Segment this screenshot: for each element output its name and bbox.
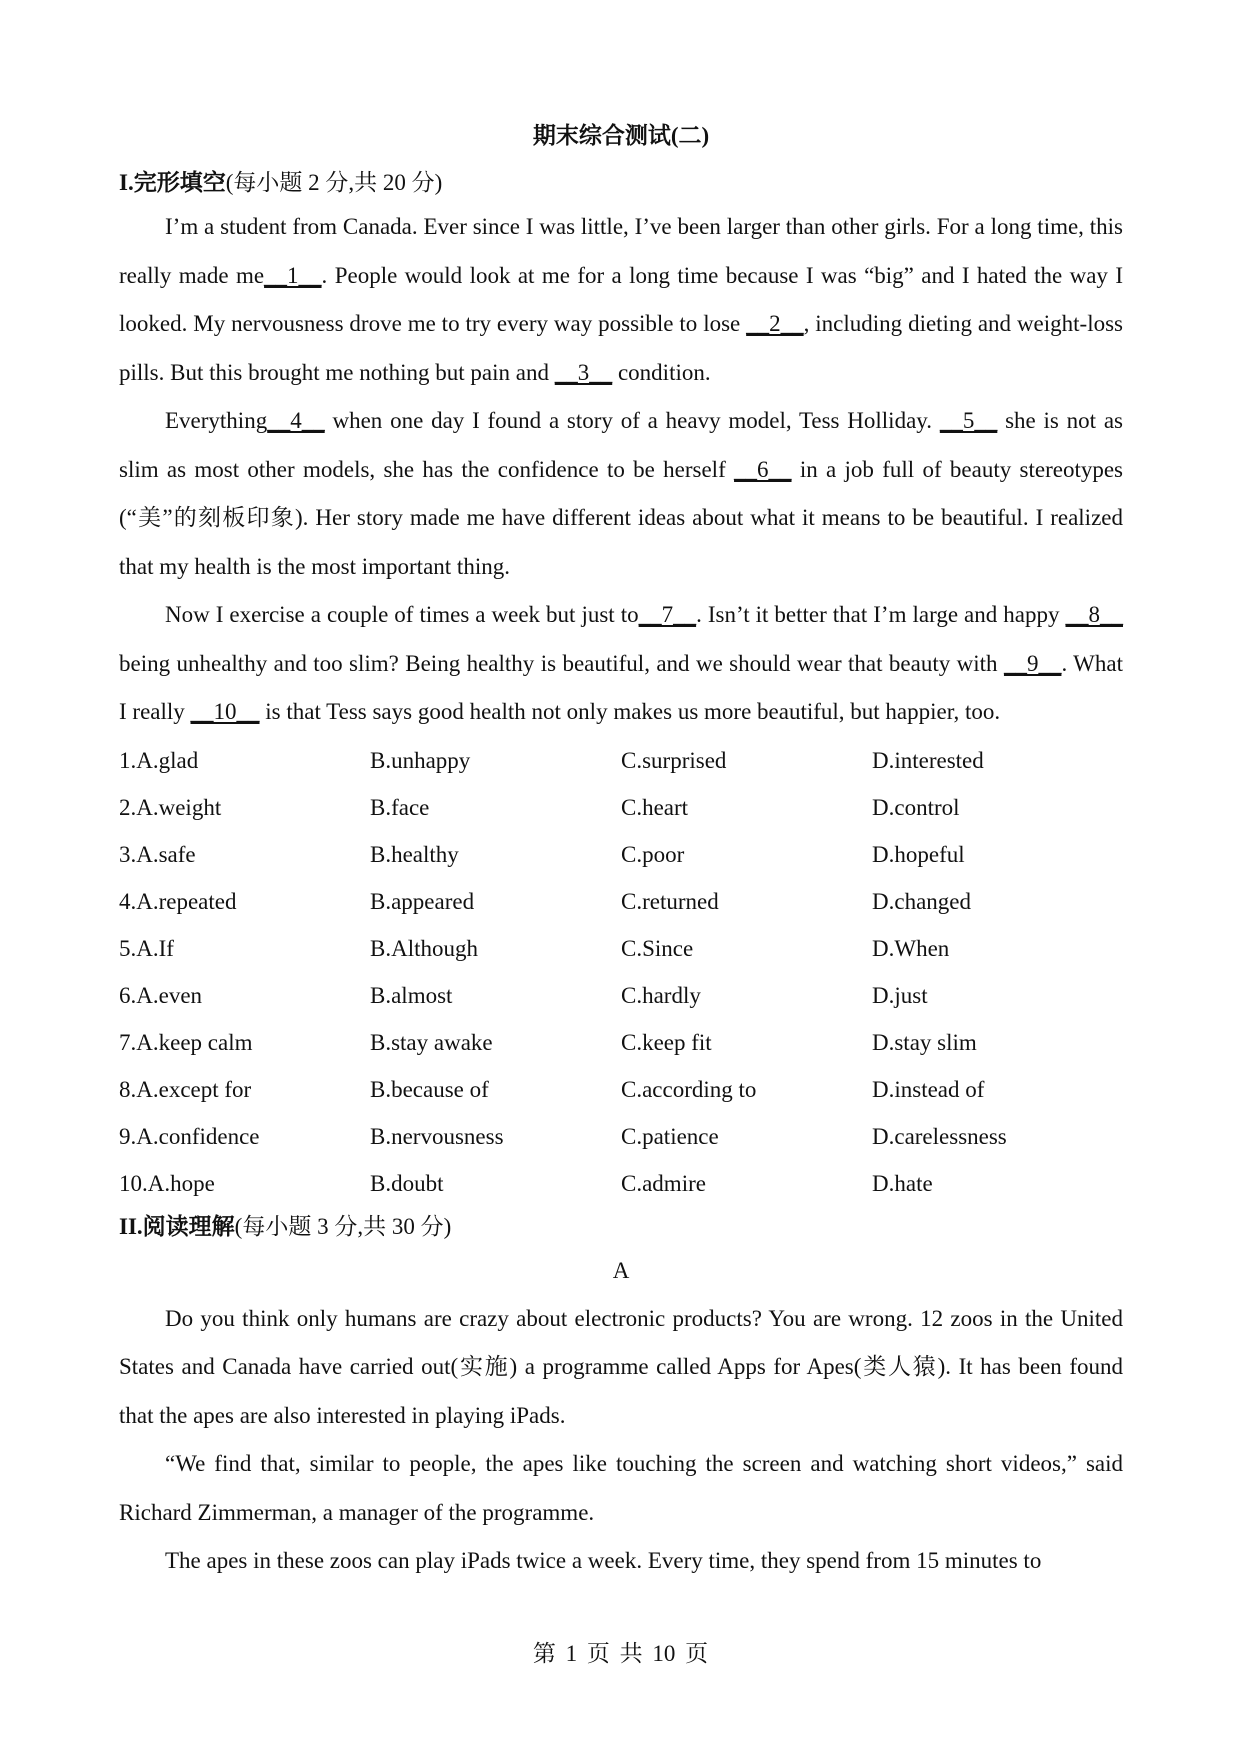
option-b: B.face [370,794,430,820]
option-d: D.interested [872,747,984,773]
cloze-text: she is not as slim as most other models, she has the confidence to be herself [119,408,1123,482]
answer-options [119,737,1123,1207]
option-row [119,1113,1123,1160]
cloze-paragraph-2 [119,397,1123,591]
cloze-text: is that Tess says good health not only makes us more beautiful, but happier, too. [259,699,1001,724]
passage-label: A [612,1257,630,1283]
cloze-text: in a job full of beauty stereotypes (“美”的刻板印象). Her story made me have different ideas about what it means to be beautiful. I realized that my health is the most important thing. [119,456,1123,579]
option-d: D.hopeful [872,841,965,867]
cloze-text: Now I exercise a couple of times a week but just to [165,602,639,627]
option-b: B.doubt [370,1170,444,1196]
cloze-blank-5: __5__ [939,408,998,433]
cloze-text: , including dieting and weight-loss pills. But this brought me nothing but pain and [119,311,1123,385]
option-b: B.Although [370,935,478,961]
option-c: C.keep fit [621,1029,712,1055]
cloze-text: being unhealthy and too slim? Being healthy is beautiful, and we should wear that beauty with [119,650,1004,676]
cloze-blank-4: __4__ [267,408,325,433]
option-c: C.returned [621,888,719,914]
page-title: 期末综合测试(二) [532,123,710,148]
cloze-text: . Isn’t it better that I’m large and happy [696,602,1066,627]
option-row [119,1066,1123,1113]
cloze-blank-10: __10__ [190,699,260,724]
option-c: C.surprised [621,747,727,773]
option-a: 6.A.even [119,982,203,1008]
option-a: 4.A.repeated [119,888,237,914]
option-row [119,737,1123,784]
option-c: C.heart [621,794,689,820]
option-b: B.stay awake [370,1029,493,1055]
cloze-text: Everything [165,408,268,433]
cloze-text: . What I really [119,650,1123,724]
cloze-text: I’m a student from Canada. Ever since I was little, I’ve been larger than other girls. For a long time, this really made me [119,214,1123,288]
option-a: 8.A.except for [119,1076,252,1102]
option-c: C.Since [621,935,694,961]
option-a: 3.A.safe [119,841,196,867]
reading-paragraph-3: The apes in these zoos can play iPads twice a week. Every time, they spend from 15 minutes to [165,1548,1042,1573]
option-b: B.unhappy [370,747,471,773]
option-d: D.When [872,935,950,961]
option-a: 9.A.confidence [119,1123,260,1149]
option-b: B.appeared [370,888,475,914]
cloze-text: condition. [612,359,711,385]
option-row [119,925,1123,972]
option-row [119,1019,1123,1066]
option-row [119,784,1123,831]
cloze-text: when one day I found a story of a heavy model, Tess Holliday. [324,408,940,433]
reading-paragraph-2: “We find that, similar to people, the apes like touching the screen and watching short videos,” said Richard Zimmerman, a manager of the programme. [119,1451,1123,1525]
option-row [119,972,1123,1019]
section-heading-cloze-label: I.完形填空 [119,170,226,195]
option-d: D.instead of [872,1076,985,1102]
cloze-blank-1: __1__ [264,262,322,288]
section-heading-cloze [119,163,1123,203]
cloze-blank-9: __9__ [1003,650,1062,676]
option-c: C.poor [621,841,685,867]
cloze-blank-6: __6__ [734,456,792,482]
section-heading-cloze-note: (每小题 2 分,共 20 分) [225,170,443,195]
option-d: D.control [872,794,960,820]
option-row [119,831,1123,878]
option-d: D.hate [872,1170,933,1196]
page-content [119,116,1123,1586]
cloze-blank-2: __2__ [746,311,804,336]
option-a: 5.A.If [119,935,174,961]
option-c: C.hardly [621,982,701,1008]
option-a: 7.A.keep calm [119,1029,253,1055]
option-b: B.because of [370,1076,489,1102]
reading-paragraph-1: Do you think only humans are crazy about electronic products? You are wrong. 12 zoos in the United States and Canada have carried out(实施) a programme called Apps for Apes(类人猿). It has been found that the apes are also interested in playing iPads. [119,1305,1123,1428]
option-c: C.admire [621,1170,706,1196]
section-heading-reading [119,1207,1123,1247]
cloze-blank-8: __8__ [1065,602,1123,627]
option-d: D.carelessness [872,1123,1007,1149]
cloze-blank-3: __3__ [554,359,613,385]
section-heading-reading-label: II.阅读理解 [119,1213,235,1239]
option-d: D.stay slim [872,1029,977,1055]
option-row [119,1160,1123,1207]
section-heading-reading-note: (每小题 3 分,共 30 分) [234,1213,452,1239]
option-b: B.healthy [370,841,459,867]
option-d: D.just [872,982,928,1008]
option-a: 1.A.glad [119,747,199,773]
option-c: C.according to [621,1076,757,1102]
cloze-paragraph-1 [119,203,1123,397]
cloze-text: . People would look at me for a long time because I was “big” and I hated the way I looked. My nervousness drove me to try every way possible to lose [119,262,1123,336]
option-a: 10.A.hope [119,1170,215,1196]
cloze-blank-7: __7__ [638,602,697,627]
cloze-paragraph-3 [119,591,1123,737]
page-footer: 第 1 页 共 10 页 [532,1641,709,1666]
option-row [119,878,1123,925]
option-d: D.changed [872,888,971,914]
option-c: C.patience [621,1123,719,1149]
option-b: B.almost [370,982,453,1008]
option-b: B.nervousness [370,1123,504,1149]
option-a: 2.A.weight [119,794,222,820]
